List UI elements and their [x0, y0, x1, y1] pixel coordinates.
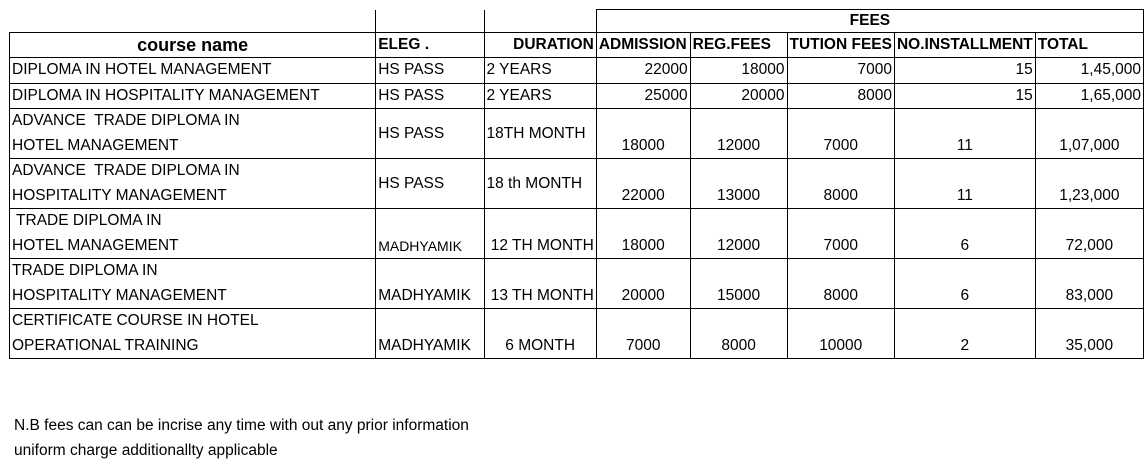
tuition-cell: 8000 [787, 83, 894, 109]
duration-cell: 18TH MONTH [484, 109, 596, 159]
tuition-cell: 7000 [787, 109, 894, 159]
eligibility-cell: HS PASS [376, 159, 484, 209]
course-name-line: ADVANCE TRADE DIPLOMA IN [12, 162, 240, 179]
duration-cell: 2 YEARS [484, 58, 596, 84]
course-name-line: CERTIFICATE COURSE IN HOTEL [12, 312, 259, 329]
header-row-top [10, 10, 1144, 33]
eligibility-cell: HS PASS [376, 83, 484, 109]
duration-cell: 13 TH MONTH [484, 259, 596, 309]
installments-cell: 6 [894, 259, 1035, 309]
course-name-line: TRADE DIPLOMA IN [12, 212, 162, 229]
table-row [10, 209, 1144, 259]
header-blank [10, 10, 376, 33]
total-header: TOTAL [1035, 33, 1143, 58]
course-name-cell [10, 259, 376, 309]
tuition-cell: 8000 [787, 159, 894, 209]
admission-header: ADMISSION [596, 33, 690, 58]
duration-header: DURATION [484, 33, 596, 58]
eligibility-cell: HS PASS [376, 58, 484, 84]
total-cell: 1,45,000 [1035, 58, 1143, 84]
course-name-line: HOSPITALITY MANAGEMENT [12, 286, 227, 304]
notes [14, 413, 469, 463]
course-name-header: course name [10, 33, 376, 58]
admission-cell: 20000 [596, 259, 690, 309]
reg-fees-cell: 15000 [690, 259, 787, 309]
fees-table [9, 9, 1144, 359]
course-name-line: DIPLOMA IN HOSPITALITY MANAGEMENT [12, 86, 320, 104]
reg-fees-cell: 12000 [690, 209, 787, 259]
course-name-line: HOTEL MANAGEMENT [12, 236, 179, 254]
table-row [10, 159, 1144, 209]
course-name-line: OPERATIONAL TRAINING [12, 336, 199, 354]
total-cell: 1,23,000 [1035, 159, 1143, 209]
installments-header: NO.INSTALLMENT [894, 33, 1035, 58]
tuition-cell: 10000 [787, 309, 894, 359]
course-name-cell [10, 159, 376, 209]
installments-cell: 11 [894, 159, 1035, 209]
reg-fees-cell: 20000 [690, 83, 787, 109]
course-name-cell [10, 209, 376, 259]
header-blank [376, 10, 484, 33]
total-cell: 35,000 [1035, 309, 1143, 359]
table-row [10, 109, 1144, 159]
course-name-cell [10, 309, 376, 359]
duration-cell: 2 YEARS [484, 83, 596, 109]
table-row [10, 83, 1144, 109]
admission-cell: 18000 [596, 109, 690, 159]
duration-cell: 6 MONTH [484, 309, 596, 359]
duration-cell: 18 th MONTH [484, 159, 596, 209]
installments-cell: 6 [894, 209, 1035, 259]
total-cell: 1,07,000 [1035, 109, 1143, 159]
admission-cell: 7000 [596, 309, 690, 359]
note-fees-change: N.B fees can can be incrise any time with out any prior information [14, 417, 469, 434]
installments-cell: 15 [894, 83, 1035, 109]
admission-cell: 25000 [596, 83, 690, 109]
installments-cell: 15 [894, 58, 1035, 84]
tuition-cell: 8000 [787, 259, 894, 309]
reg-fees-cell: 8000 [690, 309, 787, 359]
total-cell: 83,000 [1035, 259, 1143, 309]
header-row [10, 33, 1144, 58]
header-blank [484, 10, 596, 33]
course-name-line: HOTEL MANAGEMENT [12, 136, 179, 154]
course-name-line: ADVANCE TRADE DIPLOMA IN [12, 112, 240, 129]
tuition-cell: 7000 [787, 209, 894, 259]
eligibility-cell: HS PASS [376, 109, 484, 159]
tuition-cell: 7000 [787, 58, 894, 84]
admission-cell: 22000 [596, 159, 690, 209]
duration-cell: 12 TH MONTH [484, 209, 596, 259]
admission-cell: 22000 [596, 58, 690, 84]
note-uniform-charge: uniform charge additionallty applicable [14, 442, 278, 459]
tuition-fees-header: TUTION FEES [787, 33, 894, 58]
eligibility-cell: MADHYAMIK [376, 309, 484, 359]
table-row [10, 58, 1144, 84]
fees-group-header: FEES [596, 10, 1143, 33]
reg-fees-header: REG.FEES [690, 33, 787, 58]
total-cell: 1,65,000 [1035, 83, 1143, 109]
course-name-line: TRADE DIPLOMA IN [12, 262, 158, 279]
admission-cell: 18000 [596, 209, 690, 259]
course-name-cell [10, 83, 376, 109]
eligibility-cell: MADHYAMIK [376, 259, 484, 309]
total-cell: 72,000 [1035, 209, 1143, 259]
reg-fees-cell: 13000 [690, 159, 787, 209]
installments-cell: 11 [894, 109, 1035, 159]
reg-fees-cell: 18000 [690, 58, 787, 84]
eligibility-cell: MADHYAMIK [376, 209, 484, 259]
reg-fees-cell: 12000 [690, 109, 787, 159]
eligibility-header: ELEG . [376, 33, 484, 58]
table-row [10, 259, 1144, 309]
course-name-line: HOSPITALITY MANAGEMENT [12, 186, 227, 204]
installments-cell: 2 [894, 309, 1035, 359]
course-name-cell [10, 109, 376, 159]
table-row [10, 309, 1144, 359]
course-name-cell [10, 58, 376, 84]
course-name-line: DIPLOMA IN HOTEL MANAGEMENT [12, 61, 272, 78]
